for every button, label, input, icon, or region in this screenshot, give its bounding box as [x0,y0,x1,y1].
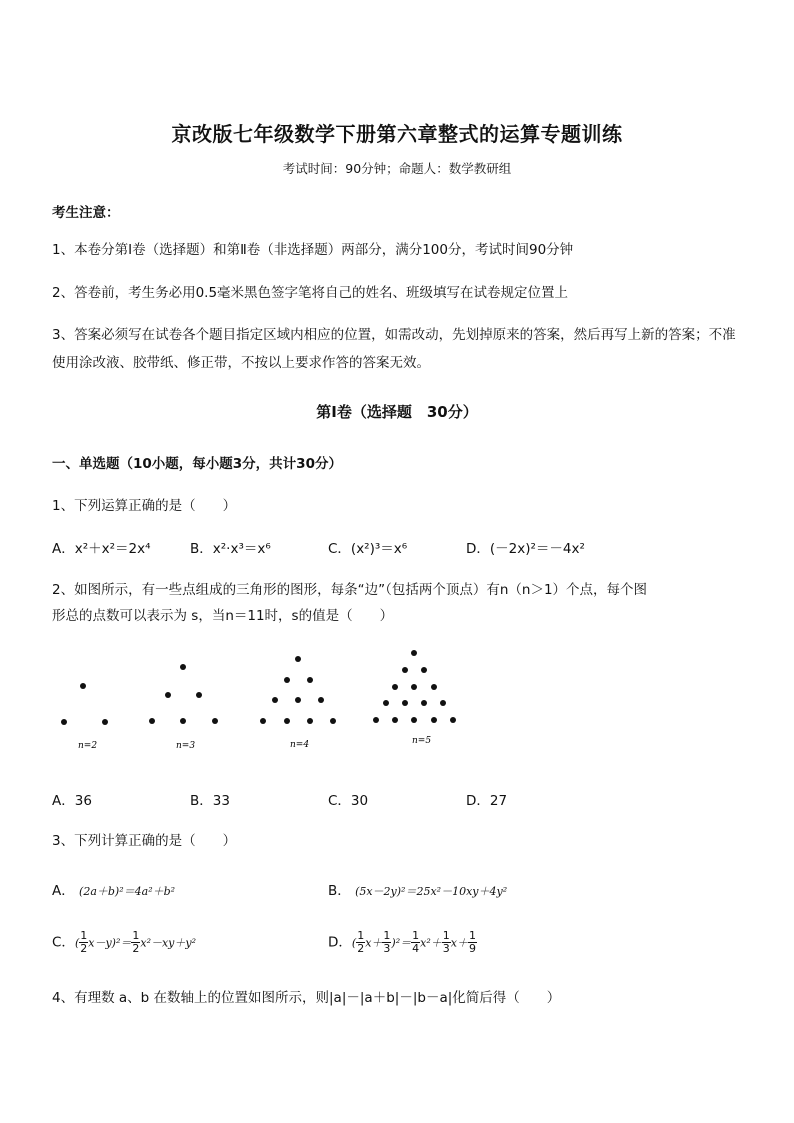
option-c-expression-tail: x²－xy＋y² [140,936,197,950]
figure-label-n3: n=3 [176,741,196,751]
part-title: 第Ⅰ卷（选择题 30分） [316,403,478,421]
question-1-option-a: A．x²＋x²＝2x⁴ [52,541,151,557]
option-b-expression: (5x－2y)²＝25x²－10xy＋4y² [355,885,508,898]
option-c-label: C． [52,934,75,951]
question-2-option-b: B．33 [190,793,230,809]
option-d-expression-tail: x [450,936,457,950]
option-b-label: B． [328,883,351,899]
option-d-label: D． [328,934,352,951]
question-2-stem-line-1: 2、如图所示，有一些点组成的三角形的图形，每条“边”（包括两个顶点）有n（n＞1）个点，每个图 [52,582,648,598]
question-3-option-c: C．( $\frac{1}{2}$ x－y)²＝ $\frac{1}{2}$ x²－xy＋y² [52,929,197,955]
question-3-option-b [328,879,507,899]
question-2-option-d: D．27 [466,793,508,809]
question-2-option-c: C．30 [328,793,369,809]
question-3-option-a [52,879,175,899]
document-title: 京改版七年级数学下册第六章整式的运算专题训练 [171,122,623,146]
question-1-option-b: B．x²·x³＝x⁶ [190,541,271,557]
question-3-option-d: D．( $\frac{1}{2}$ x＋ $\frac{1}{3}$ )²＝ $\frac{1}{4}$ x²＋ $\frac{1}{3}$ x＋ $\frac{1}{9}$ [328,929,476,955]
question-2-stem-line-2: 形总的点数可以表示为 s，当n＝11时，s的值是（ ） [52,608,394,624]
notice-heading: 考生注意： [52,205,120,221]
triangle-n3 [149,664,218,751]
figure-label-n4: n=4 [290,740,310,750]
option-a-label: A． [52,883,75,899]
triangle-n4 [260,656,336,750]
question-1-stem: 1、下列运算正确的是（ ） [52,498,237,514]
notice-item-2: 2、答卷前，考生务必用0.5毫米黑色签字笔将自己的姓名、班级填写在试卷规定位置上 [52,285,569,301]
question-3-stem: 3、下列计算正确的是（ ） [52,833,237,849]
question-1-option-d: D．(－2x)²＝－4x² [466,541,585,557]
triangle-n5 [373,650,456,746]
question-2-option-a: A．36 [52,793,92,809]
triangle-n2 [61,683,108,751]
figure-label-n5: n=5 [412,736,432,746]
triangle-dots-figure [50,640,470,760]
document-subtitle: 考试时间：90分钟；命题人：数学教研组 [282,161,512,176]
figure-label-n2: n=2 [78,741,98,751]
question-4-stem: 4、有理数 a、b 在数轴上的位置如图所示，则|a|－|a＋b|－|b－a|化简后得（ ） [52,990,561,1006]
option-a-expression: (2a＋b)²＝4a²＋b² [79,885,176,898]
notice-item-3: 3、答案必须写在试卷各个题目指定区域内相应的位置，如需改动，先划掉原来的答案，然后再写上新的答案；不准使用涂改液、胶带纸、修正带，不按以上要求作答的答案无效。 [52,327,736,371]
section-title: 一、单选题（10小题，每小题3分，共计30分） [52,456,342,472]
notice-item-1: 1、本卷分第Ⅰ卷（选择题）和第Ⅱ卷（非选择题）两部分，满分100分，考试时间90分钟 [52,242,574,258]
question-1-option-c: C．(x²)³＝x⁶ [328,541,408,557]
